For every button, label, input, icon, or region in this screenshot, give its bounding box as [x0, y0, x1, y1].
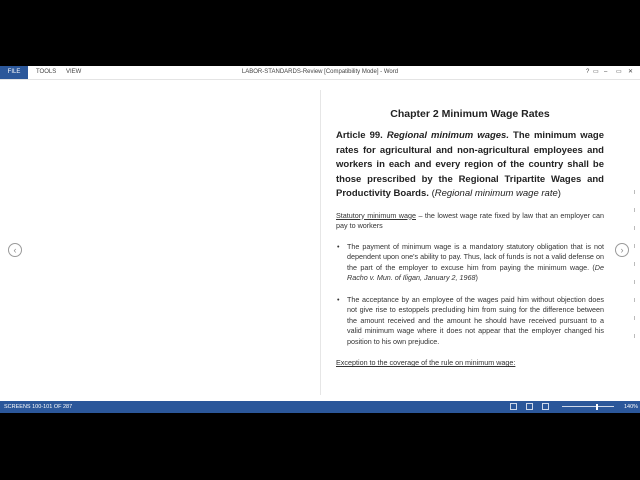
bullet-icon: • — [337, 241, 340, 251]
bullet-icon: • — [337, 294, 340, 304]
screens-counter[interactable]: SCREENS 100-101 OF 287 — [4, 404, 73, 410]
status-bar — [0, 401, 640, 413]
web-layout-icon[interactable] — [542, 403, 549, 410]
close-icon[interactable]: ✕ — [628, 69, 634, 75]
word-window — [0, 66, 640, 413]
comment-marker[interactable] — [634, 262, 638, 266]
document-area — [0, 80, 640, 402]
article-heading: Regional minimum wages. — [386, 130, 509, 141]
zoom-level[interactable]: 140% — [624, 404, 639, 410]
comment-marker[interactable] — [634, 190, 638, 194]
chapter-title: Chapter 2 Minimum Wage Rates — [390, 108, 550, 120]
bullet-citation: De Racho v. Mun. of Iligan, January 2, 1968 — [347, 262, 604, 282]
page-divider — [320, 90, 321, 395]
zoom-slider[interactable] — [562, 406, 614, 407]
definition-term: Statutory minimum wage — [336, 210, 416, 220]
window-title: LABOR-STANDARDS-Review [Compatibility Mode] - Word — [241, 69, 399, 75]
restore-icon[interactable]: ▭ — [616, 69, 622, 75]
bullet-text: The acceptance by an employee of the wages paid him without objection does not give rise to estoppels precluding him from suing for the difference between the amount received and the amount he should have received pursuant to a valid minimum wage where it does not appear that the employer changed his position to his own prejudice. — [347, 294, 604, 346]
help-icon[interactable]: ? — [586, 69, 590, 75]
view-buttons — [510, 403, 558, 411]
article-ref: Regional minimum wage rate — [434, 188, 558, 199]
document-page — [336, 108, 604, 369]
article-paragraph — [336, 129, 604, 202]
comment-marker[interactable] — [634, 298, 638, 302]
minimize-icon[interactable]: – — [604, 69, 608, 75]
list-item — [336, 295, 604, 348]
comment-marker[interactable] — [634, 280, 638, 284]
read-mode-icon[interactable] — [510, 403, 517, 410]
tab-file[interactable]: FILE — [0, 66, 28, 79]
chevron-left-icon[interactable]: ‹ — [8, 243, 22, 257]
definition-paragraph — [336, 211, 604, 232]
comment-marker[interactable] — [634, 208, 638, 212]
bullet-text: The payment of minimum wage is a mandatory statutory obligation that is not dependent upon one's ability to pay. Thus, lack of funds is not a valid defense on the part of the employer to excuse him from paying the minimum wage. ( — [347, 241, 604, 272]
zoom-slider-handle[interactable] — [596, 404, 598, 410]
comment-marker[interactable] — [634, 244, 638, 248]
article-number: Article 99. — [336, 130, 383, 141]
bullet-close: ) — [475, 273, 478, 282]
chevron-right-icon[interactable]: › — [615, 243, 629, 257]
list-item — [336, 242, 604, 284]
ribbon-bar — [0, 66, 640, 80]
exception-heading: Exception to the coverage of the rule on minimum wage: — [336, 358, 516, 367]
comment-markers — [634, 190, 640, 370]
print-layout-icon[interactable] — [526, 403, 533, 410]
bullet-list — [336, 242, 604, 348]
article-ref-open: ( — [431, 188, 435, 199]
tab-tools[interactable]: TOOLS — [36, 69, 57, 75]
comment-marker[interactable] — [634, 226, 638, 230]
comment-marker[interactable] — [634, 334, 638, 338]
definition-text: – the lowest wage rate fixed by law that an employer can pay to workers — [336, 210, 604, 230]
comment-marker[interactable] — [634, 316, 638, 320]
article-ref-close: ) — [557, 188, 561, 199]
tab-view[interactable]: VIEW — [66, 69, 82, 75]
article-text: The minimum wage rates for agricultural and non-agricultural employees and workers in each and every region of the country shall be those prescribed by the Regional Tripartite Wages and Productivity Boards. — [336, 130, 605, 199]
ribbon-display-icon[interactable]: ▭ — [593, 69, 599, 75]
